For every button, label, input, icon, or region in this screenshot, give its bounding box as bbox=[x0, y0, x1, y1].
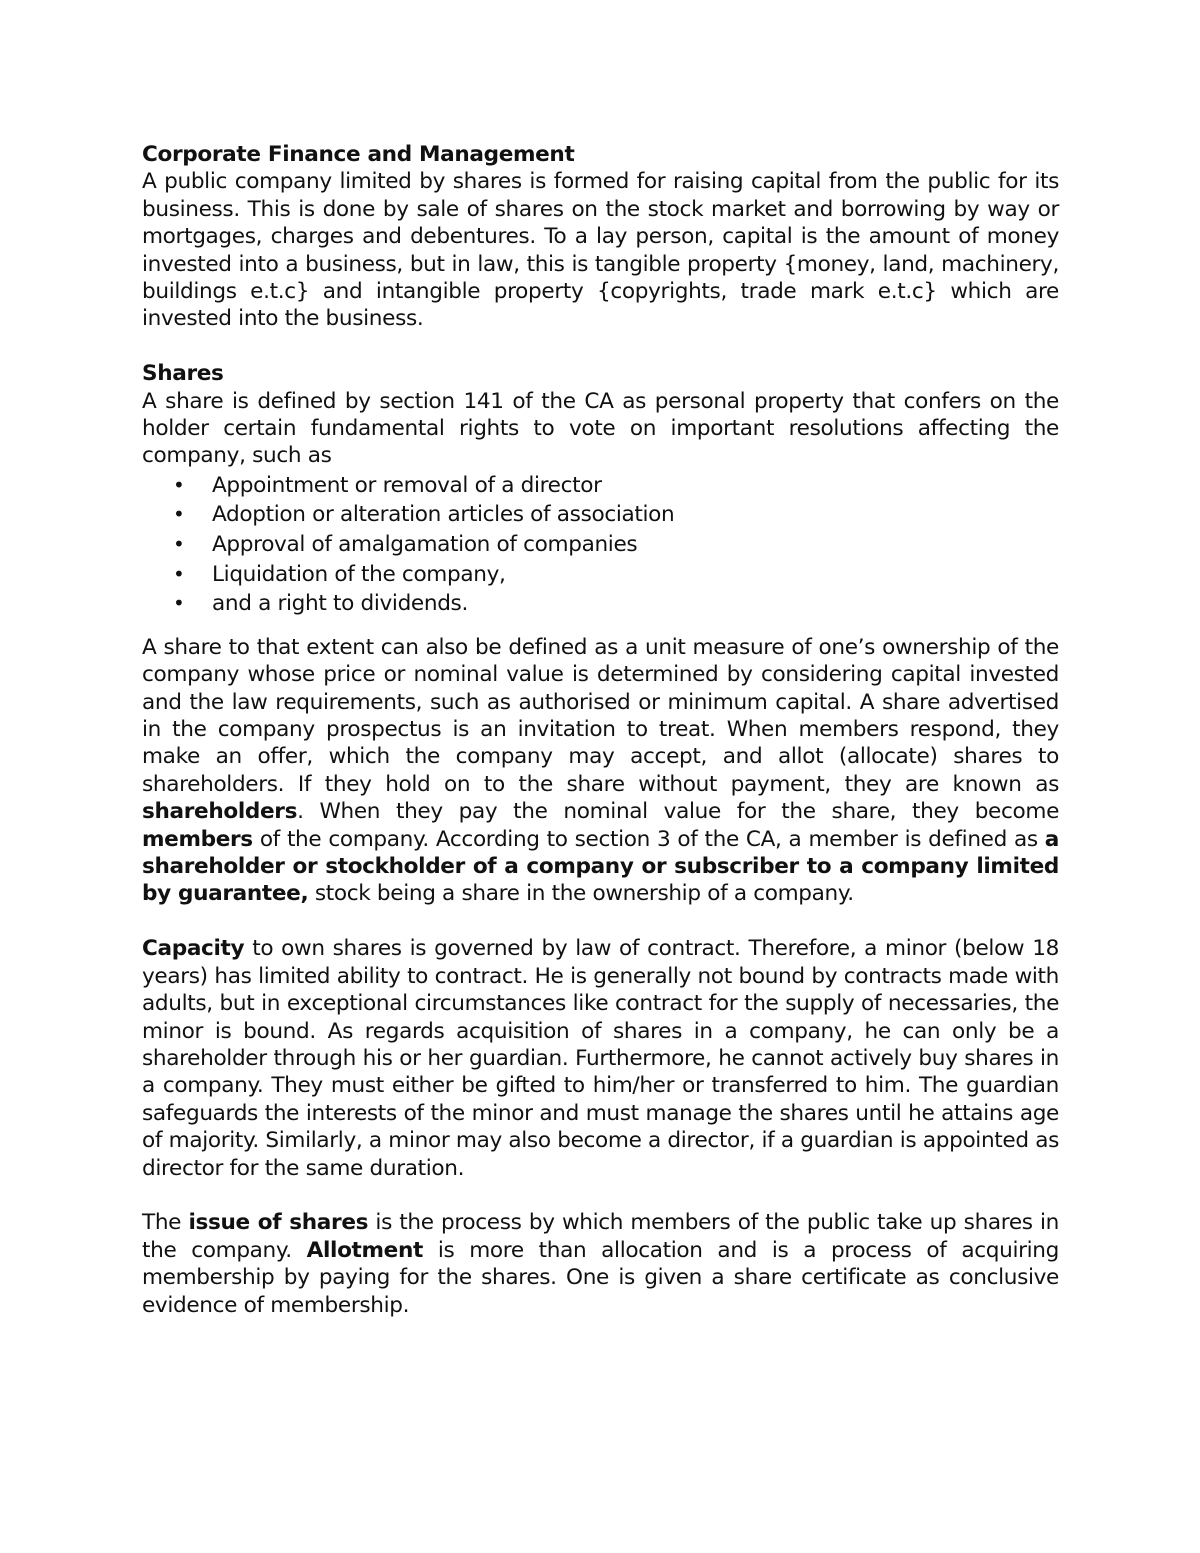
bold-member-definition: a shareholder or stockholder of a company or subscriber to a company limited by guarantee, bbox=[142, 826, 1059, 907]
list-item-text: and a right to dividends. bbox=[212, 591, 468, 617]
shareholder-rights-list bbox=[142, 471, 1059, 619]
text-run: of the company. According to section 3 of the CA, a member is defined as bbox=[252, 826, 1045, 852]
list-item bbox=[142, 530, 1059, 560]
list-item-text: Approval of amalgamation of companies bbox=[212, 532, 638, 558]
list-item bbox=[142, 589, 1059, 619]
list-item-text: Appointment or removal of a director bbox=[212, 472, 602, 498]
intro-paragraph: A public company limited by shares is formed for raising capital from the public for its business. This is done by sale of shares on the stock market and borrowing by way or mortgages, charges and debentures. To a lay person, capital is the amount of money invested into a business, but in law, this is tangible property {money, land, machinery, buildings e.t.c} and intangible property {copyrights, trade mark e.t.c} which are invested into the business. bbox=[142, 169, 1059, 332]
bold-term-issue-of-shares: issue of shares bbox=[188, 1210, 369, 1236]
bold-term-allotment: Allotment bbox=[306, 1237, 423, 1263]
bullet-icon: • bbox=[173, 591, 185, 616]
text-run: The bbox=[142, 1210, 189, 1236]
document-page bbox=[142, 141, 1059, 1319]
paragraph-spacer bbox=[142, 619, 1059, 634]
capacity-paragraph bbox=[142, 935, 1059, 1182]
text-run: stock being a share in the ownership of a company. bbox=[308, 881, 854, 907]
bold-term-shareholders: shareholders bbox=[142, 799, 298, 825]
text-run: is the process by which members of the public take up shares in the company. bbox=[142, 1210, 1059, 1263]
list-item-text: Liquidation of the company, bbox=[212, 561, 506, 587]
text-run: is more than allocation and is a process of acquiring membership by paying for the shares. One is given a share certificate as conclusive evidence of membership. bbox=[142, 1237, 1059, 1318]
shares-heading: Shares bbox=[142, 361, 224, 387]
text-run: A share to that extent can also be defined as a unit measure of one’s ownership of the company whose price or nominal value is determined by considering capital invested and the law requirements, such as authorised or minimum capital. A share advertised in the company prospectus is an invitation to treat. When members respond, they make an offer, which the company may accept, and allot (allocate) shares to shareholders. If they hold on to the share without payment, they are known as bbox=[142, 634, 1059, 797]
text-run: . When they pay the nominal value for the share, they become bbox=[297, 799, 1059, 825]
share-definition-paragraph: A share is defined by section 141 of the CA as personal property that confers on the holder certain fundamental rights to vote on important resolutions affecting the company, such as bbox=[142, 388, 1059, 469]
paragraph-spacer bbox=[142, 1182, 1059, 1209]
issue-of-shares-paragraph bbox=[142, 1209, 1059, 1319]
bold-term-members: members bbox=[142, 826, 253, 852]
bullet-icon: • bbox=[173, 502, 185, 527]
text-run: to own shares is governed by law of contract. Therefore, a minor (below 18 years) has limited ability to contract. He is generally not bound by contracts made with adults, but in exceptional circumstances like contract for the supply of necessaries, the minor is bound. As regards acquisition of shares in a company, he can only be a shareholder through his or her guardian. Furthermore, he cannot actively buy shares in a company. They must either be gifted to him/her or transferred to him. The guardian safeguards the interests of the minor and must manage the shares until he attains age of majority. Similarly, a minor may also become a director, if a guardian is appointed as director for the same duration. bbox=[142, 936, 1059, 1181]
bullet-icon: • bbox=[173, 472, 185, 497]
list-item-text: Adoption or alteration articles of association bbox=[212, 502, 675, 528]
list-item bbox=[142, 560, 1059, 590]
list-item bbox=[142, 471, 1059, 501]
bullet-icon: • bbox=[173, 532, 185, 557]
list-item bbox=[142, 500, 1059, 530]
share-extent-paragraph bbox=[142, 634, 1059, 908]
bullet-icon: • bbox=[173, 561, 185, 586]
document-title: Corporate Finance and Management bbox=[142, 142, 575, 167]
paragraph-spacer bbox=[142, 908, 1059, 935]
paragraph-spacer bbox=[142, 333, 1059, 360]
bold-term-capacity: Capacity bbox=[142, 936, 245, 962]
